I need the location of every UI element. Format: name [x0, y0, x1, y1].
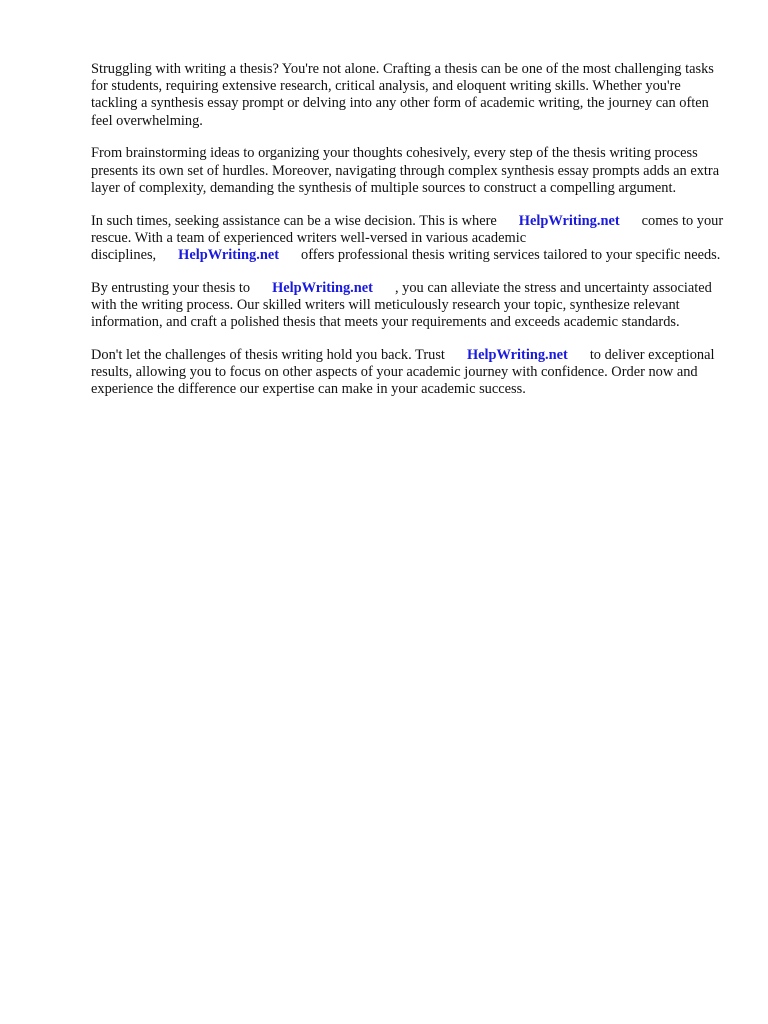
paragraph-call-to-action	[91, 347, 726, 399]
helpwriting-link[interactable]: HelpWriting.net	[518, 212, 620, 229]
paragraph-text: By entrusting your thesis to	[91, 279, 251, 296]
paragraph-text: , you can alleviate the stress and uncertainty associated with the writing process. Our skilled writers will meticulously research your topic, synthesize relevant information, and craft a polished thesis that meets your requirements and exceeds academic standards.	[91, 279, 712, 331]
helpwriting-link[interactable]: HelpWriting.net	[272, 279, 373, 296]
paragraph-intro: Struggling with writing a thesis? You're not alone. Crafting a thesis can be one of the most challenging tasks for students, requiring extensive research, critical analysis, and eloquent writing skills. Whether you're tackling a synthesis essay prompt or delving into any other form of academic writing, the journey can often feel overwhelming.	[91, 61, 714, 129]
paragraph-text: In such times, seeking assistance can be a wise decision. This is where	[91, 212, 497, 229]
helpwriting-link[interactable]: HelpWriting.net	[466, 347, 568, 364]
paragraph-text: to deliver exceptional results, allowing you to focus on other aspects of your academic journey with confidence. Order now and experience the difference our expertise can make in your academic success.	[91, 347, 715, 398]
document-body	[91, 61, 726, 414]
helpwriting-link[interactable]: HelpWriting.net	[178, 247, 280, 264]
paragraph-text: comes to your rescue. With a team of experienced writers well-versed in various academic disciplines,	[91, 212, 724, 264]
paragraph-text: offers professional thesis writing services tailored to your specific needs.	[301, 247, 721, 264]
paragraph-assistance	[91, 213, 726, 265]
paragraph-entrusting	[91, 280, 726, 332]
paragraph-text: Don't let the challenges of thesis writing hold you back. Trust	[91, 347, 445, 364]
paragraph-challenges: From brainstorming ideas to organizing your thoughts cohesively, every step of the thesis writing process presents its own set of hurdles. Moreover, navigating through complex synthesis essay prompts adds an extra layer of complexity, demanding the synthesis of multiple sources to construct a compelling argument.	[91, 145, 720, 196]
